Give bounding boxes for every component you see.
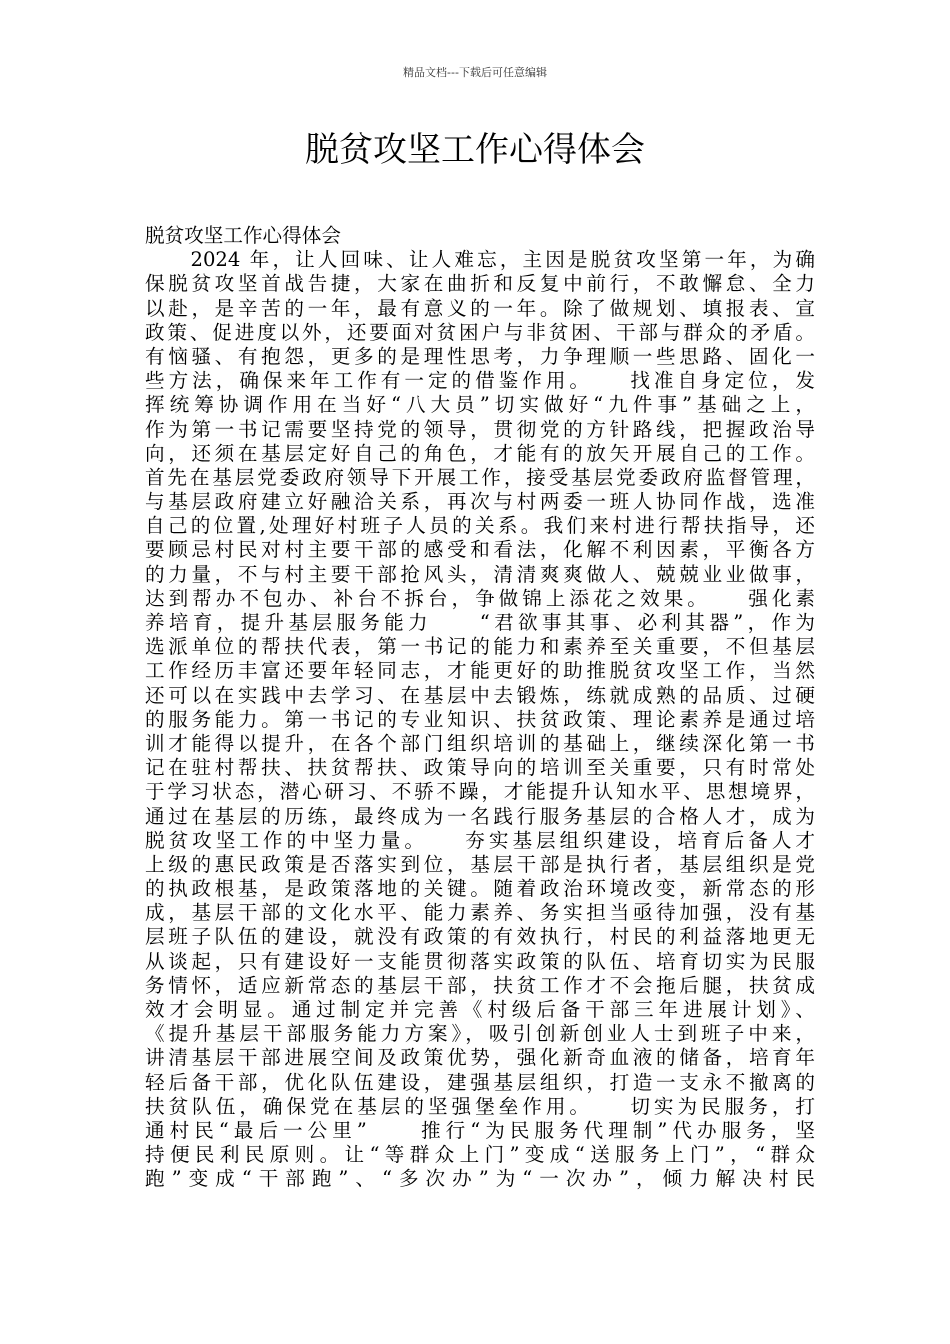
body-line: 脱贫攻坚工作的中坚力量。 夯实基层组织建设，培育后备人才 [145,828,815,852]
document-body [145,224,815,1216]
body-line: 通村民“最后一公里” 推行“为民服务代理制”代办服务，坚 [145,1118,815,1142]
body-line: 自己的位置,处理好村班子人员的关系。我们来村进行帮扶指导，还 [145,514,815,538]
body-line: 与基层政府建立好融洽关系，再次与村两委一班人协同作战，选准 [145,490,815,514]
body-line: 轻后备干部，优化队伍建设，建强基层组织，打造一支永不撤离的 [145,1070,815,1094]
body-line: 训才能得以提升，在各个部门组织培训的基础上，继续深化第一书 [145,731,815,755]
body-line: 有恼骚、有抱怨，更多的是理性思考，力争理顺一些思路、固化一 [145,344,815,368]
body-line: 效才会明显。通过制定并完善《村级后备干部三年进展计划》、 [145,998,815,1021]
body-line: 的力量，不与村主要干部抢风头，清清爽爽做人、兢兢业业做事， [145,562,815,586]
body-line: 首先在基层党委政府领导下开展工作，接受基层党委政府监督管理， [145,465,815,489]
body-line: 上级的惠民政策是否落实到位，基层干部是执行者，基层组织是党 [145,852,815,876]
body-line: 以赴，是辛苦的一年，最有意义的一年。除了做规划、填报表、宣 [145,296,815,320]
body-line: 还可以在实践中去学习、在基层中去锻炼，练就成熟的品质、过硬 [145,683,815,707]
body-line: 挥统筹协调作用在当好“八大员”切实做好“九件事”基础之上， [145,393,815,417]
body-line: 工作经历丰富还要年轻同志，才能更好的助推脱贫攻坚工作，当然 [145,659,815,683]
body-line: 记在驻村帮扶、扶贫帮扶、政策导向的培训至关重要，只有时常处 [145,756,815,780]
body-line: 达到帮办不包办、补台不拆台，争做锦上添花之效果。 强化素 [145,586,815,610]
body-line: 些方法，确保来年工作有一定的借鉴作用。 找准自身定位，发 [145,369,815,393]
document-title: 脱贫攻坚工作心得体会 [305,130,645,170]
body-line: 持便民利民原则。让“等群众上门”变成“送服务上门”，“群众 [145,1143,815,1167]
body-line: 政策、促进度以外，还要面对贫困户与非贫困、干部与群众的矛盾。 [145,320,815,344]
body-line: 讲清基层干部进展空间及政策优势，强化新奇血液的储备，培育年 [145,1046,815,1070]
body-line: 保脱贫攻坚首战告捷，大家在曲折和反复中前行，不敢懈怠、全力 [145,272,815,296]
body-line: 从谈起，只有建设好一支能贯彻落实政策的队伍、培育切实为民服 [145,949,815,973]
body-line [145,1192,815,1216]
body-line: 层班子队伍的建设，就没有政策的有效执行，村民的利益落地更无 [145,925,815,949]
body-line: 于学习状态，潜心研习、不骄不躁，才能提升认知水平、思想境界， [145,780,815,804]
body-line: 脱贫攻坚工作心得体会 [145,224,341,247]
body-line: 选派单位的帮扶代表，第一书记的能力和素养至关重要，不但基层 [145,635,815,659]
body-line: 2024 年，让人回味、让人难忘，主因是脱贫攻坚第一年，为确 [145,248,815,272]
body-line: 通过在基层的历练，最终成为一名践行服务基层的合格人才，成为 [145,804,815,828]
body-line: 养培育，提升基层服务能力 “君欲事其事、必利其器”，作为 [145,611,815,634]
body-line: 《提升基层干部服务能力方案》，吸引创新创业人士到班子中来， [145,1022,815,1046]
body-line: 作为第一书记需要坚持党的领导，贯彻党的方针路线，把握政治导 [145,417,815,441]
body-line: 跑”变成“干部跑”、“多次办”为“一次办”，倾力解决村民 [145,1167,815,1191]
body-line: 务情怀，适应新常态的基层干部，扶贫工作才不会拖后腿，扶贫成 [145,973,815,997]
body-line: 的执政根基，是政策落地的关键。随着政治环境改变，新常态的形 [145,877,815,901]
body-line: 向，还须在基层定好自己的角色，才能有的放矢开展自己的工作。 [145,441,815,465]
page-header: 精品文档---下载后可任意编辑 [403,66,547,79]
body-line: 扶贫队伍，确保党在基层的坚强堡垒作用。 切实为民服务，打 [145,1094,815,1118]
body-line: 的服务能力。第一书记的专业知识、扶贫政策、理论素养是通过培 [145,707,815,731]
body-line: 成，基层干部的文化水平、能力素养、务实担当亟待加强，没有基 [145,901,815,925]
body-line: 要顾忌村民对村主要干部的感受和看法，化解不利因素，平衡各方 [145,538,815,562]
